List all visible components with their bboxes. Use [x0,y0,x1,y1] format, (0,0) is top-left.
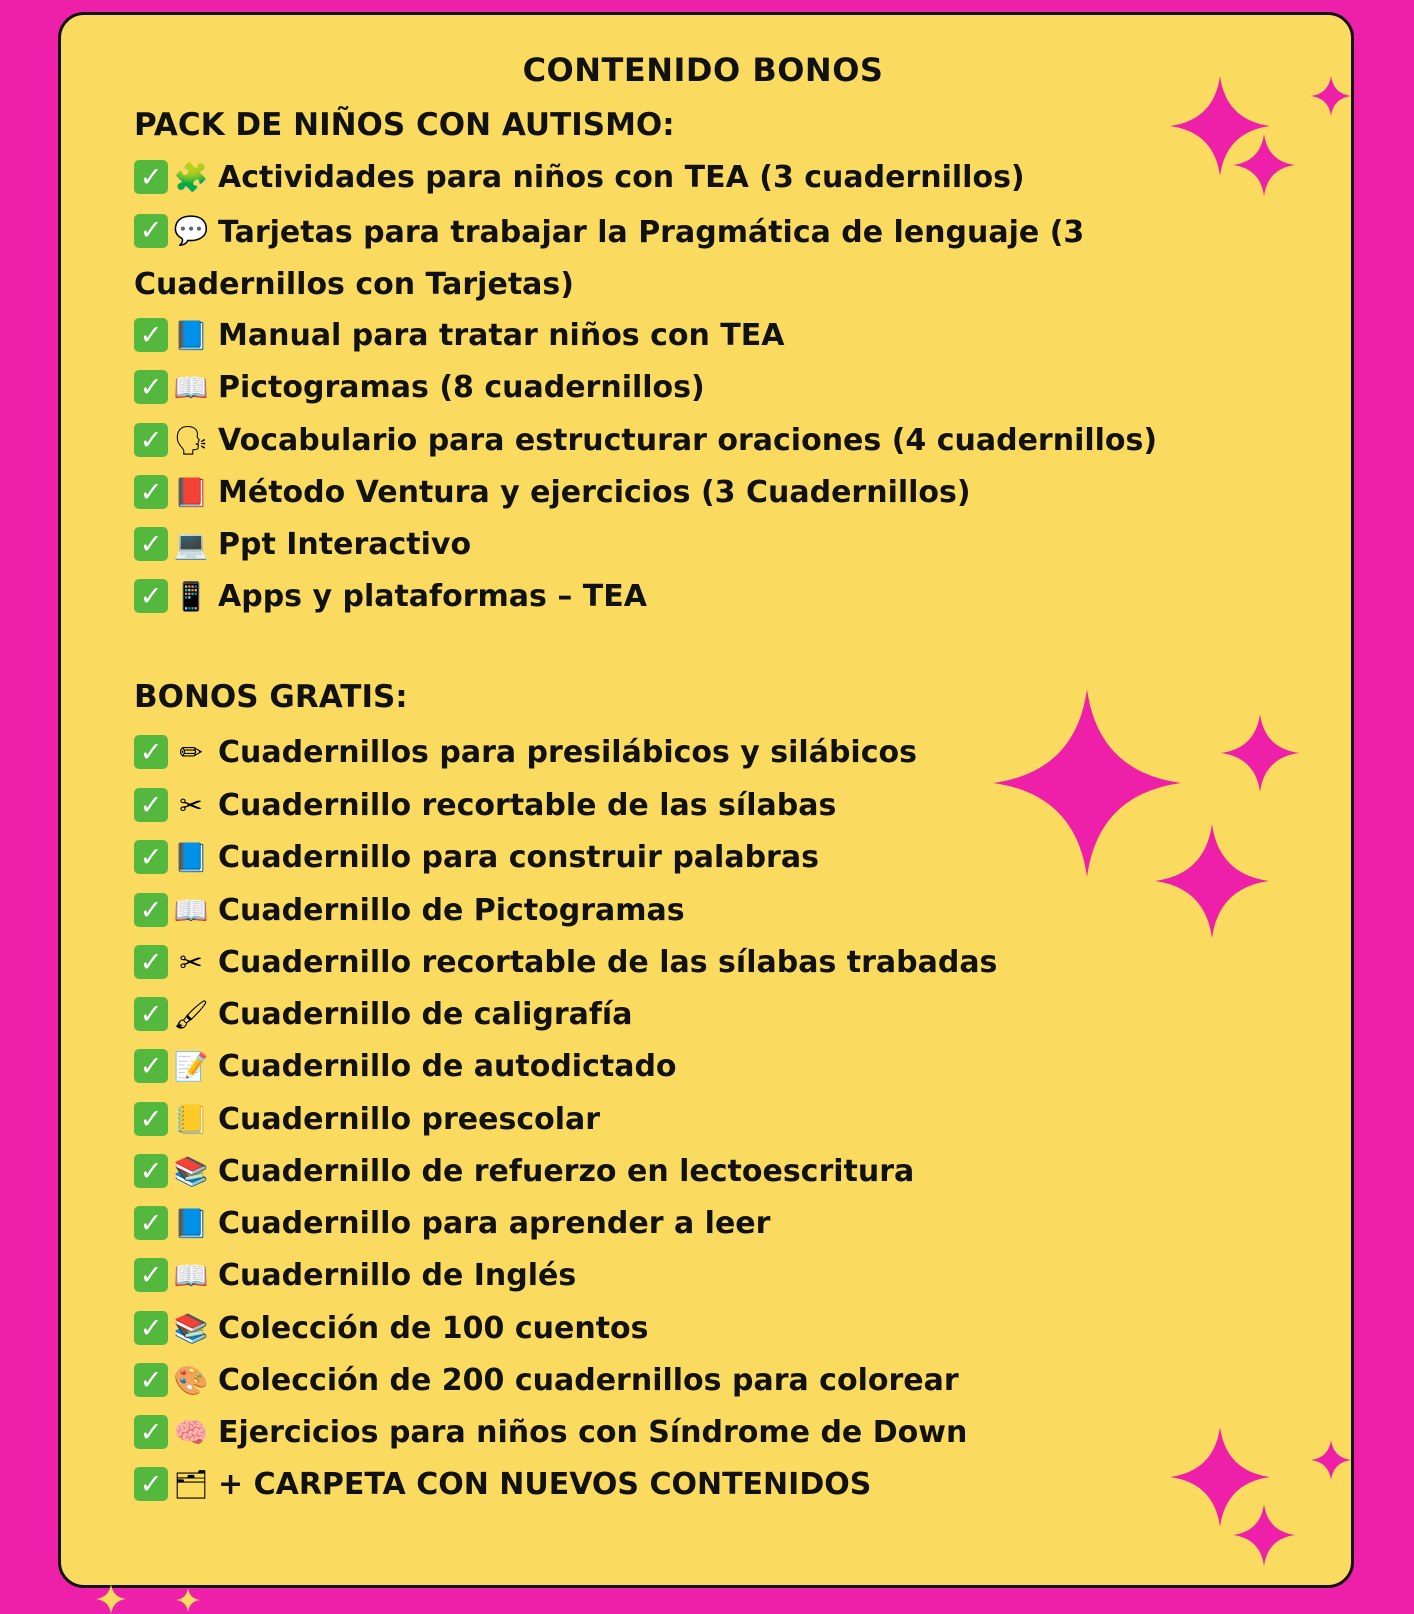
open-book-icon: 📖 [173,1258,209,1292]
mobile-phone-icon: 📱 [173,579,209,613]
item-text: Cuadernillo para construir palabras [218,839,819,875]
sparkle-icon [993,687,1181,879]
list-item [134,832,819,882]
list-item [134,207,1184,311]
check-icon: ✓ [134,1415,168,1449]
speaking-head-icon: 🗣 [173,423,209,457]
check-icon: ✓ [134,997,168,1031]
list-item [134,1250,576,1300]
puzzle-icon: 🧩 [173,160,209,194]
item-text: Cuadernillo de refuerzo en lectoescritura [218,1153,915,1189]
check-icon: ✓ [134,1467,168,1501]
blue-book-icon: 📘 [173,1206,209,1240]
item-text: Ppt Interactivo [218,526,472,562]
item-text: Cuadernillo preescolar [218,1101,601,1137]
page-title: CONTENIDO BONOS [522,51,884,89]
check-icon: ✓ [134,1363,168,1397]
list-item [134,937,997,987]
list-item [134,1303,649,1353]
scissors-icon: ✂ [179,788,203,822]
check-icon: ✓ [134,527,168,561]
sparkle-icon [1155,823,1269,939]
item-text: Manual para tratar niños con TEA [218,317,785,353]
check-icon: ✓ [134,788,168,822]
item-text: Vocabulario para estructurar oraciones (4 cuadernillos) [218,422,1158,458]
check-icon: ✓ [134,1206,168,1240]
check-icon: ✓ [134,214,168,248]
check-icon: ✓ [134,1154,168,1188]
books-icon: 📚 [173,1154,209,1188]
list-item [134,1198,770,1248]
books-icon: 📚 [173,1311,209,1345]
palette-icon: 🎨 [173,1363,209,1397]
sparkle-icon [176,1588,200,1612]
item-text: Cuadernillo de caligrafía [218,996,633,1032]
item-text: Cuadernillo para aprender a leer [218,1205,771,1241]
list-item [134,780,836,830]
blue-book-icon: 📘 [173,318,209,352]
sparkle-icon [1311,75,1351,117]
item-text: Cuadernillo de autodictado [218,1048,677,1084]
list-item [134,415,1157,465]
check-icon: ✓ [134,840,168,874]
list-item [134,1146,914,1196]
check-icon: ✓ [134,893,168,927]
check-icon: ✓ [134,370,168,404]
item-text: Tarjetas para trabajar la Pragmática de lenguaje (3 Cuadernillos con Tarjetas) [134,215,1085,302]
speech-bubble-icon: 💬 [173,213,209,247]
item-text: Cuadernillos para presilábicos y silábicos [218,734,917,770]
list-item [134,467,971,517]
item-text: Apps y plataformas – TEA [218,578,647,614]
pencil-icon: ✏ [179,735,203,769]
brain-icon: 🧠 [173,1415,209,1449]
scissors-icon: ✂ [179,945,203,979]
check-icon: ✓ [134,423,168,457]
bonus-heading: BONOS GRATIS: [134,679,408,715]
list-item [134,1459,871,1509]
item-text: Cuadernillo recortable de las sílabas trabadas [218,944,998,980]
check-icon: ✓ [134,160,168,194]
pack-heading: PACK DE NIÑOS CON AUTISMO: [134,107,675,143]
list-item [134,885,685,935]
check-icon: ✓ [134,318,168,352]
item-text: Cuadernillo recortable de las sílabas [218,787,837,823]
list-item [134,1407,967,1457]
folder-icon: 🗂 [173,1467,209,1501]
sparkle-icon [1311,1439,1351,1481]
item-text: Cuadernillo de Inglés [218,1257,577,1293]
list-item [134,362,705,412]
laptop-icon: 💻 [173,527,209,561]
list-item [134,571,647,621]
item-text: Actividades para niños con TEA (3 cuadernillos) [218,159,1025,195]
item-text: Colección de 200 cuadernillos para colorear [218,1362,959,1398]
list-item [134,519,471,569]
check-icon: ✓ [134,579,168,613]
item-text: Cuadernillo de Pictogramas [218,892,685,928]
notebook-icon: 📒 [173,1102,209,1136]
list-item [134,310,784,360]
sparkle-icon [1233,133,1295,197]
content-card [58,12,1354,1588]
list-item [134,1041,677,1091]
item-text: Pictogramas (8 cuadernillos) [218,369,705,405]
sparkle-icon [96,1584,126,1614]
list-item [134,989,632,1039]
sparkle-icon [1233,1503,1295,1567]
check-icon: ✓ [134,945,168,979]
open-book-icon: 📖 [173,893,209,927]
list-item [134,1094,600,1144]
check-icon: ✓ [134,475,168,509]
memo-icon: 📝 [173,1049,209,1083]
check-icon: ✓ [134,1311,168,1345]
item-text: Método Ventura y ejercicios (3 Cuadernillos) [218,474,971,510]
check-icon: ✓ [134,1102,168,1136]
open-book-icon: 📖 [173,370,209,404]
list-item [134,1355,959,1405]
red-book-icon: 📕 [173,475,209,509]
list-item [134,152,1025,202]
blue-book-icon: 📘 [173,840,209,874]
paintbrush-icon: 🖌 [173,997,209,1031]
item-text: Ejercicios para niños con Síndrome de Down [218,1414,968,1450]
check-icon: ✓ [134,1049,168,1083]
item-text: + CARPETA CON NUEVOS CONTENIDOS [218,1466,872,1502]
check-icon: ✓ [134,735,168,769]
item-text: Colección de 100 cuentos [218,1310,649,1346]
sparkle-icon [1221,713,1299,793]
list-item [134,727,917,777]
check-icon: ✓ [134,1258,168,1292]
